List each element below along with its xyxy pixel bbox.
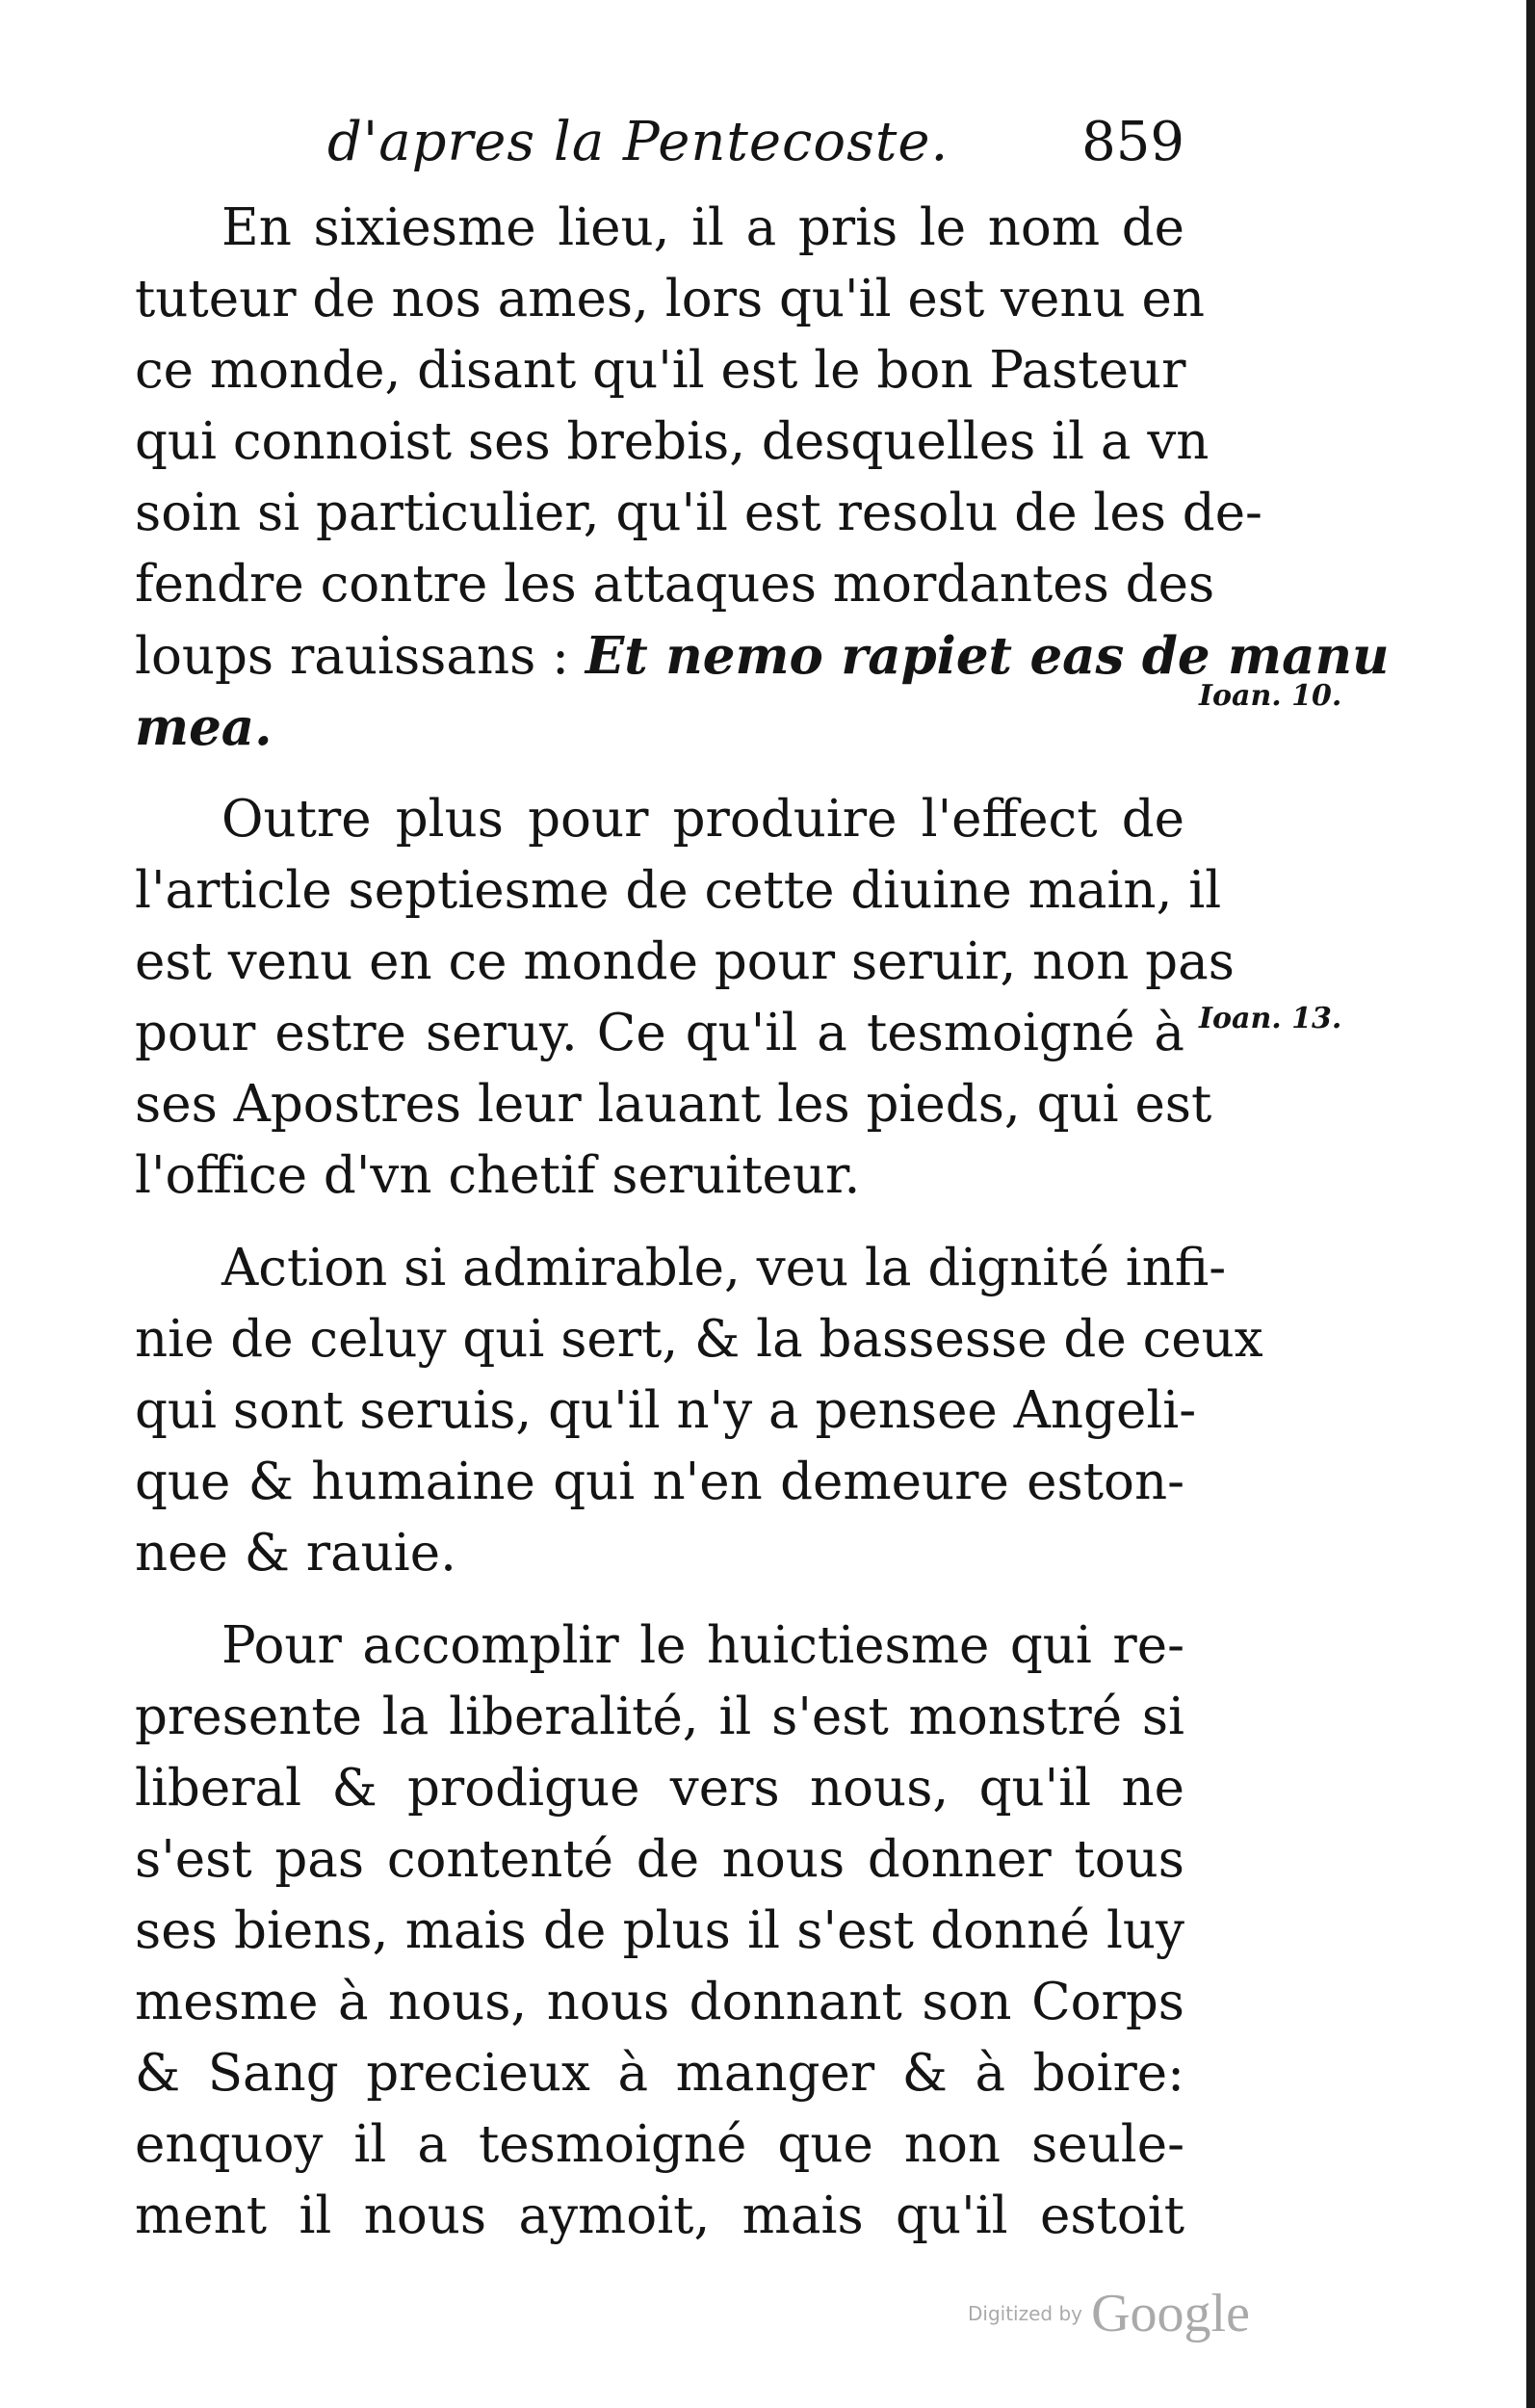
latin-quote: Et nemo rapiet eas de manu [585, 626, 1390, 686]
running-head [231, 104, 1194, 181]
text-line: Pour accomplir le huictiesme qui re- [221, 1616, 1184, 1675]
text-line: ment il nous aymoit, mais qu'il estoit [135, 2186, 1184, 2245]
text-line: fendre contre les attaques mordantes des [135, 555, 1215, 614]
latin-quote-end: mea. [135, 697, 273, 757]
text-line: que & humaine qui n'en demeure eston- [135, 1453, 1184, 1511]
paragraph-4 [135, 1610, 1184, 2252]
page-number: 859 [1081, 111, 1184, 173]
text-line [135, 620, 1390, 692]
paragraph-gap [135, 1212, 1184, 1233]
text-fragment: loups rauissans : [135, 627, 570, 686]
text-line: enquoy il a tesmoigné que non seule- [135, 2115, 1184, 2174]
paragraph-gap [135, 763, 1184, 784]
text-line [135, 692, 1184, 763]
text-line: qui connoist ses brebis, desquelles il a vn [135, 412, 1210, 471]
google-logo: Google [1091, 2284, 1250, 2343]
text-line: mesme à nous, nous donnant son Corps [135, 1973, 1184, 2031]
page-edge-shadow [1526, 0, 1535, 2408]
margin-note-ioan-13: Ioan. 13. [1199, 1002, 1342, 1035]
text-line: s'est pas contenté de nous donner tous [135, 1830, 1184, 1889]
text-line: liberal & prodigue vers nous, qu'il ne [135, 1759, 1184, 1818]
text-line: ses biens, mais de plus il s'est donné luy [135, 1901, 1184, 1960]
paragraph-2 [135, 784, 1235, 1212]
text-line: Outre plus pour produire l'effect de [221, 790, 1184, 849]
text-line: tuteur de nos ames, lors qu'il est venu en [135, 270, 1206, 328]
text-line: est venu en ce monde pour seruir, non pas [135, 932, 1235, 991]
text-line: En sixiesme lieu, il a pris le nom de [221, 198, 1184, 257]
text-line: pour estre seruy. Ce qu'il a tesmoigné à [135, 1004, 1184, 1062]
paragraph-3 [135, 1233, 1263, 1589]
paragraph-gap [135, 1589, 1184, 1610]
text-line: l'article septiesme de cette diuine main, il [135, 861, 1222, 920]
text-line: soin si particulier, qu'il est resolu de les de- [135, 484, 1262, 542]
text-line: nee & rauie. [135, 1524, 456, 1583]
digitized-watermark [968, 2283, 1250, 2360]
running-title: d'apres la Pentecoste. [327, 111, 950, 173]
text-line: presente la liberalité, il s'est monstré si [135, 1688, 1184, 1746]
margin-note-ioan-10: Ioan. 10. [1199, 679, 1342, 713]
text-line: nie de celuy qui sert, & la bassesse de ceux [135, 1310, 1263, 1369]
text-line: l'office d'vn chetif seruiteur. [135, 1146, 861, 1205]
text-line: & Sang precieux à manger & à boire: [135, 2044, 1184, 2103]
text-line: ses Apostres leur lauant les pieds, qui est [135, 1075, 1212, 1134]
text-line: Action si admirable, veu la dignité infi- [221, 1239, 1227, 1297]
watermark-label: Digitized by [968, 2302, 1082, 2325]
text-line: qui sont seruis, qu'il n'y a pensee Angeli- [135, 1381, 1197, 1440]
text-line: ce monde, disant qu'il est le bon Pasteur [135, 341, 1186, 400]
